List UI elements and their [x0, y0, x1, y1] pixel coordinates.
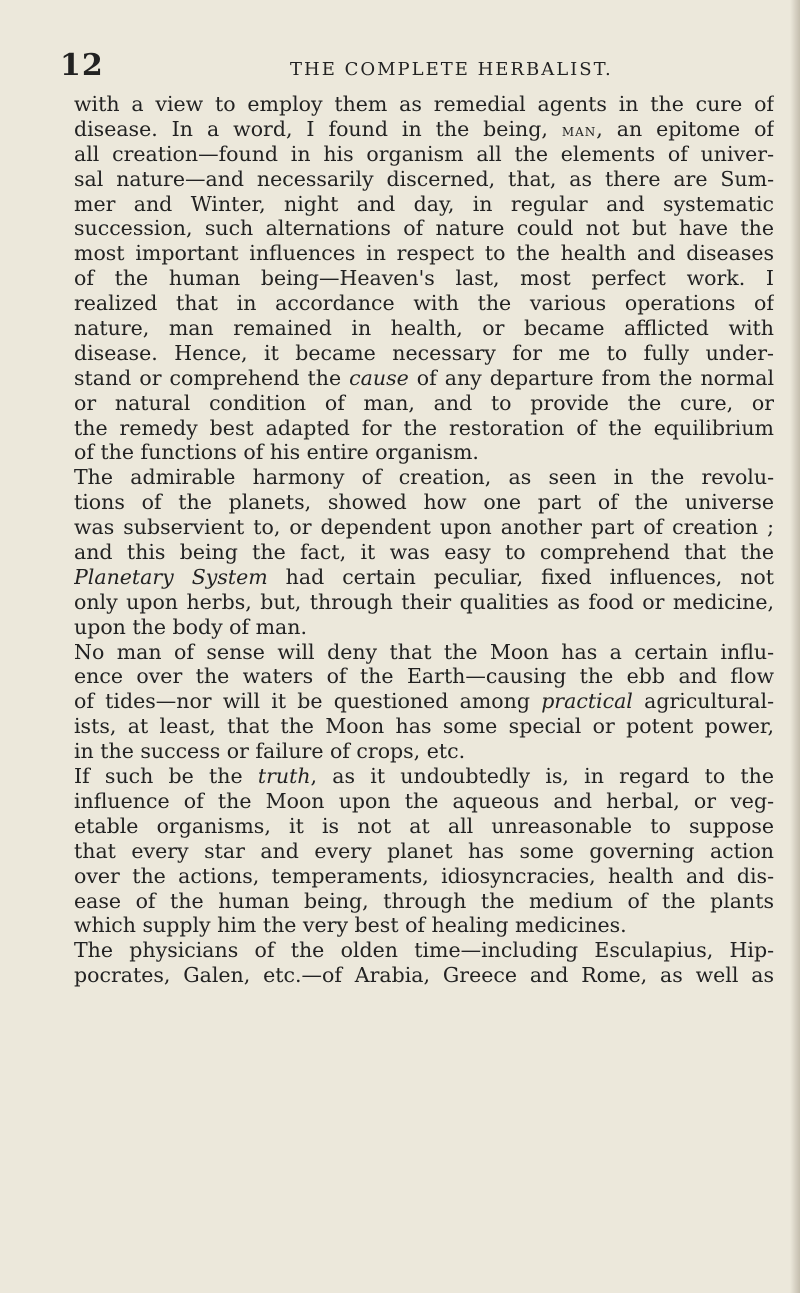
text-line: of the functions of his entire organism.	[74, 440, 479, 465]
page-edge-shadow	[790, 0, 800, 1293]
text-line	[74, 565, 774, 590]
text-line: or natural condition of man, and to provide the cure, or	[74, 390, 774, 415]
emphasis-italic: cause	[349, 365, 409, 390]
emphasis-italic: practical	[541, 689, 633, 714]
text-line	[74, 689, 774, 714]
text-line	[74, 117, 774, 142]
text-fragment: If such be the	[74, 764, 258, 789]
text-line: pocrates, Galen, etc.—of Arabia, Greece and Rome, as well as	[74, 963, 774, 988]
page-header	[60, 48, 760, 84]
text-line: The admirable harmony of creation, as seen in the revolu-	[74, 465, 774, 490]
text-line: which supply him the very best of healing medicines.	[74, 913, 627, 938]
text-line: No man of sense will deny that the Moon has a certain influ-	[74, 639, 774, 664]
text-line: all creation—found in his organism all the elements of univer-	[74, 141, 774, 166]
text-fragment: agricultural-	[632, 689, 774, 714]
running-head: THE COMPLETE HERBALIST.	[290, 59, 613, 80]
text-line: in the success or failure of crops, etc.	[74, 739, 466, 764]
text-line: realized that in accordance with the various operations of	[74, 291, 774, 316]
text-fragment: of any departure from the normal	[408, 365, 774, 390]
text-line: succession, such alternations of nature could not but have the	[74, 216, 774, 241]
text-line: ence over the waters of the Earth—causing the ebb and flow	[74, 664, 774, 689]
emphasis-italic: truth	[257, 764, 311, 789]
emphasis-italic: Planetary System	[74, 564, 268, 589]
text-line: ists, at least, that the Moon has some special or potent power,	[74, 714, 774, 739]
text-line: sal nature—and necessarily discerned, that, as there are Sum-	[74, 166, 774, 191]
text-fragment: of tides—nor will it be questioned among	[74, 689, 542, 714]
text-line: The physicians of the olden time—including Esculapius, Hip-	[74, 938, 774, 963]
text-line: most important influences in respect to the health and diseases	[74, 241, 774, 266]
text-line: nature, man remained in health, or became afflicted with	[74, 316, 774, 341]
text-line: etable organisms, it is not at all unreasonable to suppose	[74, 813, 774, 838]
text-line: only upon herbs, but, through their qualities as food or medicine,	[74, 589, 774, 614]
text-line: with a view to employ them as remedial agents in the cure of	[74, 92, 774, 116]
text-fragment: had certain peculiar, fixed influences, not	[267, 564, 774, 589]
text-line: of the human being—Heaven's last, most perfect work. I	[74, 266, 774, 291]
text-line: and this being the fact, it was easy to comprehend that the	[74, 540, 774, 565]
text-line: that every star and every planet has some governing action	[74, 838, 774, 863]
text-line: upon the body of man.	[74, 614, 307, 639]
text-line: was subservient to, or dependent upon another part of creation ;	[74, 515, 774, 540]
text-line: ease of the human being, through the medium of the plants	[74, 888, 774, 913]
text-line	[74, 366, 774, 391]
page-number: 12	[60, 48, 104, 83]
text-fragment: disease. In a word, I found in the being,	[74, 116, 562, 141]
text-fragment: , as it undoubtedly is, in regard to the	[310, 764, 774, 789]
text-line: tions of the planets, showed how one part of the universe	[74, 490, 774, 515]
text-line: the remedy best adapted for the restoration of the equilibrium	[74, 415, 774, 440]
text-line: disease. Hence, it became necessary for me to fully under-	[74, 340, 774, 365]
text-line: mer and Winter, night and day, in regular and systematic	[74, 191, 774, 216]
body-text	[74, 92, 774, 988]
text-fragment: , an epitome of	[596, 116, 774, 141]
text-line	[74, 764, 774, 789]
text-fragment: stand or comprehend the	[74, 365, 350, 390]
text-line: over the actions, temperaments, idiosyncracies, health and dis-	[74, 863, 774, 888]
text-line: influence of the Moon upon the aqueous and herbal, or veg-	[74, 788, 774, 813]
emphasis-smallcaps: man	[561, 120, 597, 141]
